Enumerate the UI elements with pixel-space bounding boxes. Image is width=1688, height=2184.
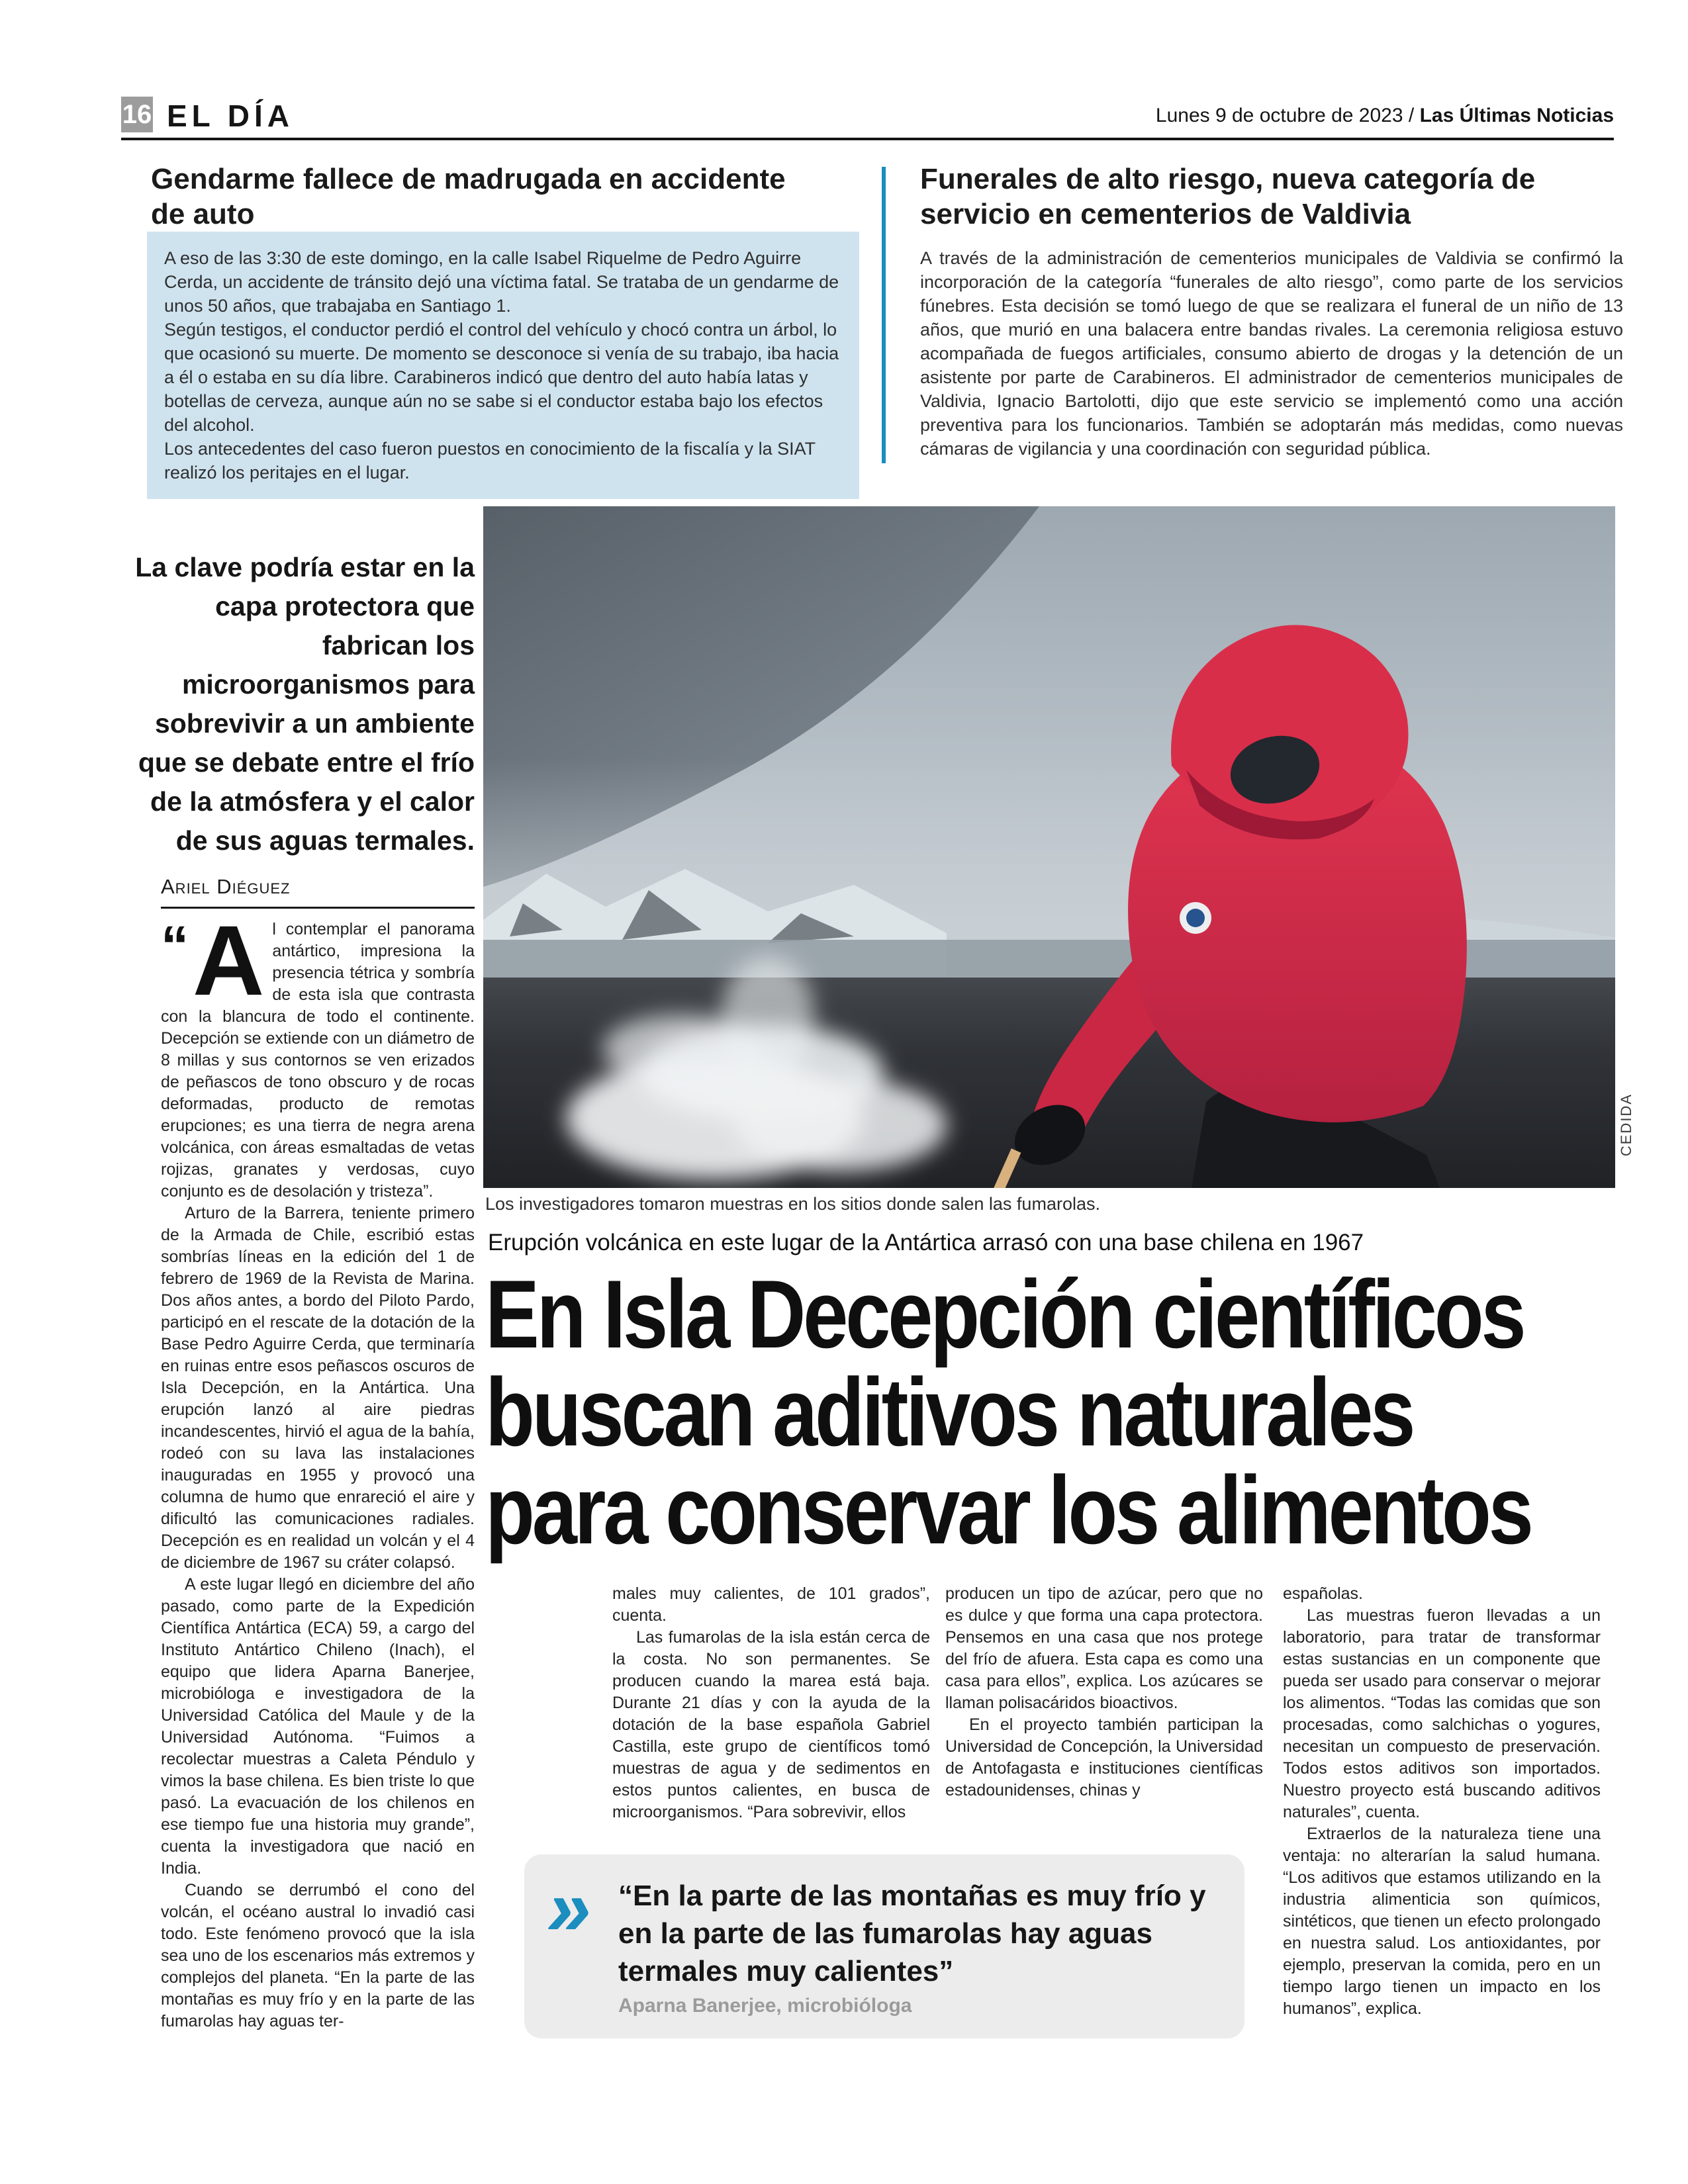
paragraph: Los antecedentes del caso fueron puestos en conocimiento de la fiscalía y la SIAT realizó los peritajes en el lugar. bbox=[164, 439, 816, 482]
feature-photo bbox=[483, 506, 1615, 1188]
section-masthead: EL DÍA bbox=[167, 99, 294, 133]
paragraph: Las muestras fueron llevadas a un laboratorio, para tratar de transformar estas sustancias en un componente que pueda ser usado para conservar o mejorar los alimentos. “Todas las comidas que son procesadas, como salchichas o yogures, necesitan un compuesto de preservación. Todos estos aditivos son importados. Nuestro proyecto está buscando aditivos naturales”, cuenta. bbox=[1283, 1606, 1601, 1821]
feature-column-3 bbox=[945, 1583, 1263, 1801]
photo-caption: Los investigadores tomaron muestras en los sitios donde salen las fumarolas. bbox=[485, 1194, 1100, 1214]
paragraph: A eso de las 3:30 de este domingo, en la calle Isabel Riquelme de Pedro Aguirre Cerda, un accidente de tránsito dejó una víctima fatal. Se trataba de un gendarme de unos 50 años, que trabajaba en Santiago 1. bbox=[164, 248, 839, 316]
open-quote-mark: “ bbox=[161, 915, 189, 977]
brief-left-body bbox=[147, 232, 859, 499]
blue-column-divider bbox=[882, 167, 886, 463]
feature-headline bbox=[485, 1260, 1620, 1564]
paragraph: producen un tipo de azúcar, pero que no es dulce y que forma una capa protectora. Pensemos en una casa que nos protege del frío de afuera. Esta capa es como una casa para ellos”, explica. Los azúcares se llaman polisacáridos bioactivos. bbox=[945, 1584, 1263, 1712]
pull-quote-attribution: Aparna Banerjee, microbióloga bbox=[618, 1995, 912, 2017]
feature-deck: La clave podría estar en la capa protectora que fabrican los microorganismos para sobrevivir a un ambiente que se debate entre el frío de la atmósfera y el calor de sus aguas termales. bbox=[135, 552, 475, 856]
column-1-paragraphs bbox=[161, 1203, 475, 2032]
lead-paragraph bbox=[161, 905, 475, 1203]
pull-quote-text: “En la parte de las montañas es muy frío y en la parte de las fumarolas hay aguas termales muy calientes” bbox=[618, 1880, 1206, 1987]
page-number-badge: 16 bbox=[121, 97, 153, 132]
pull-quote-box bbox=[524, 1854, 1244, 2038]
antarctic-beach-illustration bbox=[483, 506, 1615, 1188]
paragraph: males muy calientes, de 101 grados”, cuenta. bbox=[612, 1584, 930, 1625]
dateline-date: Lunes 9 de octubre de 2023 / bbox=[1155, 105, 1420, 126]
feature-kicker: Erupción volcánica en este lugar de la Antártica arrasó con una base chilena en 1967 bbox=[488, 1230, 1364, 1255]
feature-column-1 bbox=[161, 905, 475, 2032]
paragraph: A este lugar llegó en diciembre del año pasado, como parte de la Expedición Científica Antártica (ECA) 59, a cargo del Instituto Antártico Chileno (Inach), el equipo que lidera Aparna Banerjee, microbióloga e investigadora de la Universidad Católica del Maule y de la Universidad Autónoma. “Fuimos a recolectar muestras a Caleta Péndulo y vimos la base chilena. Es bien triste lo que pasó. La evacuación de los chilenos en ese tiempo fue una historia muy grande”, cuenta la investigadora que nació en India. bbox=[161, 1575, 475, 1878]
drop-cap: A bbox=[193, 905, 265, 1016]
dateline bbox=[1156, 105, 1614, 127]
lead-text: l contemplar el panorama antártico, impresiona la presencia tétrica y sombría de esta isla que contrasta con la blancura de todo el continente. Decepción se extiende con un diámetro de 8 millas y sus contornos se ven erizados de peñascos de tono obscuro y de rocas deformadas, producto de remotas erupciones; es una tierra de negra arena volcánica, con áreas esmaltadas de vetas rojizas, granates y verdosas, cuyo conjunto es de desolación y tristeza”. bbox=[161, 920, 475, 1201]
brief-left-headline: Gendarme fallece de madrugada en accidente de auto bbox=[151, 163, 786, 230]
headline-line-2: buscan aditivos naturales bbox=[485, 1358, 1413, 1466]
photo-credit: CEDIDA bbox=[1618, 1093, 1634, 1157]
paragraph: Según testigos, el conductor perdió el control del vehículo y chocó contra un árbol, lo que ocasionó su muerte. De momento se desconoce si venía de su trabajo, iba hacia a él o estaba en su día libre. Carabineros indicó que dentro del auto había latas y botellas de cerveza, aunque aún no se sabe si el conductor estaba bajo los efectos del alcohol. bbox=[164, 320, 839, 435]
dateline-paper-name: Las Últimas Noticias bbox=[1419, 105, 1614, 126]
chevron-double-right-icon: » bbox=[547, 1863, 591, 1952]
paragraph: Cuando se derrumbó el cono del volcán, el océano austral lo invadió casi todo. Este fenómeno provocó que la isla sea uno de los escenarios más extremos y complejos del planeta. “En la parte de las montañas es muy frío y en la parte de las fumarolas hay aguas ter- bbox=[161, 1881, 475, 2030]
paragraph: españolas. bbox=[1283, 1584, 1363, 1603]
feature-column-4 bbox=[1283, 1583, 1601, 2020]
paragraph: En el proyecto también participan la Universidad de Concepción, la Universidad de Antofagasta e instituciones científicas estadounidenses, chinas y bbox=[945, 1715, 1263, 1799]
paragraph: A través de la administración de cementerios municipales de Valdivia se confirmó la incorporación de la categoría “funerales de alto riesgo”, como parte de los servicios fúnebres. Esta decisión se tomó luego de que se realizara el funeral de un niño de 13 años, que murió en una balacera entre bandas rivales. La ceremonia religiosa estuvo acompañada de fuegos artificiales, consumo abierto de drogas y la detención de un asistente por parte de Carabineros. El administrador de cementerios municipales de Valdivia, Ignacio Bartolotti, dijo que este servicio se implementó como una acción preventiva para los funcionarios. También se adoptarán más medidas, como nuevas cámaras de vigilancia y una coordinación con seguridad pública. bbox=[920, 248, 1623, 459]
paragraph: Las fumarolas de la isla están cerca de la costa. No son permanentes. Se producen cuando la marea está baja. Durante 21 días y con la ayuda de la dotación de la base española Gabriel Castilla, este grupo de científicos tomó muestras de agua y de sedimentos en estos puntos calientes, en busca de microorganismos. “Para sobrevivir, ellos bbox=[612, 1628, 930, 1821]
header-rule bbox=[121, 138, 1614, 140]
headline-line-1: En Isla Decepción científicos bbox=[485, 1260, 1524, 1368]
feature-byline: Ariel Diéguez bbox=[161, 875, 475, 909]
paragraph: Extraerlos de la naturaleza tiene una ventaja: no alterarían la salud humana. “Los aditivos que estamos utilizando en la industria alimenticia son químicos, sintéticos, que tienen un efecto prolongado en nuestra salud. Los antioxidantes, por ejemplo, preservan la comida, pero en un tiempo largo tienen un impacto en los humanos”, explica. bbox=[1283, 1825, 1601, 2018]
feature-column-2 bbox=[612, 1583, 930, 1823]
headline-line-3: para conservar los alimentos bbox=[485, 1456, 1531, 1564]
paragraph: Arturo de la Barrera, teniente primero de la Armada de Chile, escribió estas sombrías líneas en la edición del 1 de febrero de 1969 de la Revista de Marina. Dos años antes, a bordo del Piloto Pardo, participó en el rescate de la dotación de la Base Pedro Aguirre Cerda, que terminaría en ruinas entre esos peñascos oscuros de Isla Decepción, en la Antártica. Una erupción lanzó al aire piedras incandescentes, hirvió el agua de la bahía, rodeó con su lava las instalaciones inauguradas en 1955 y provocó una columna de humo que enrareció el aire y dificultó las comunicaciones radiales. Decepción es en realidad un volcán y el 4 de diciembre de 1967 su cráter colapsó. bbox=[161, 1204, 475, 1572]
brief-right-headline: Funerales de alto riesgo, nueva categoría de servicio en cementerios de Valdivia bbox=[920, 163, 1536, 230]
brief-right-body bbox=[920, 246, 1623, 461]
